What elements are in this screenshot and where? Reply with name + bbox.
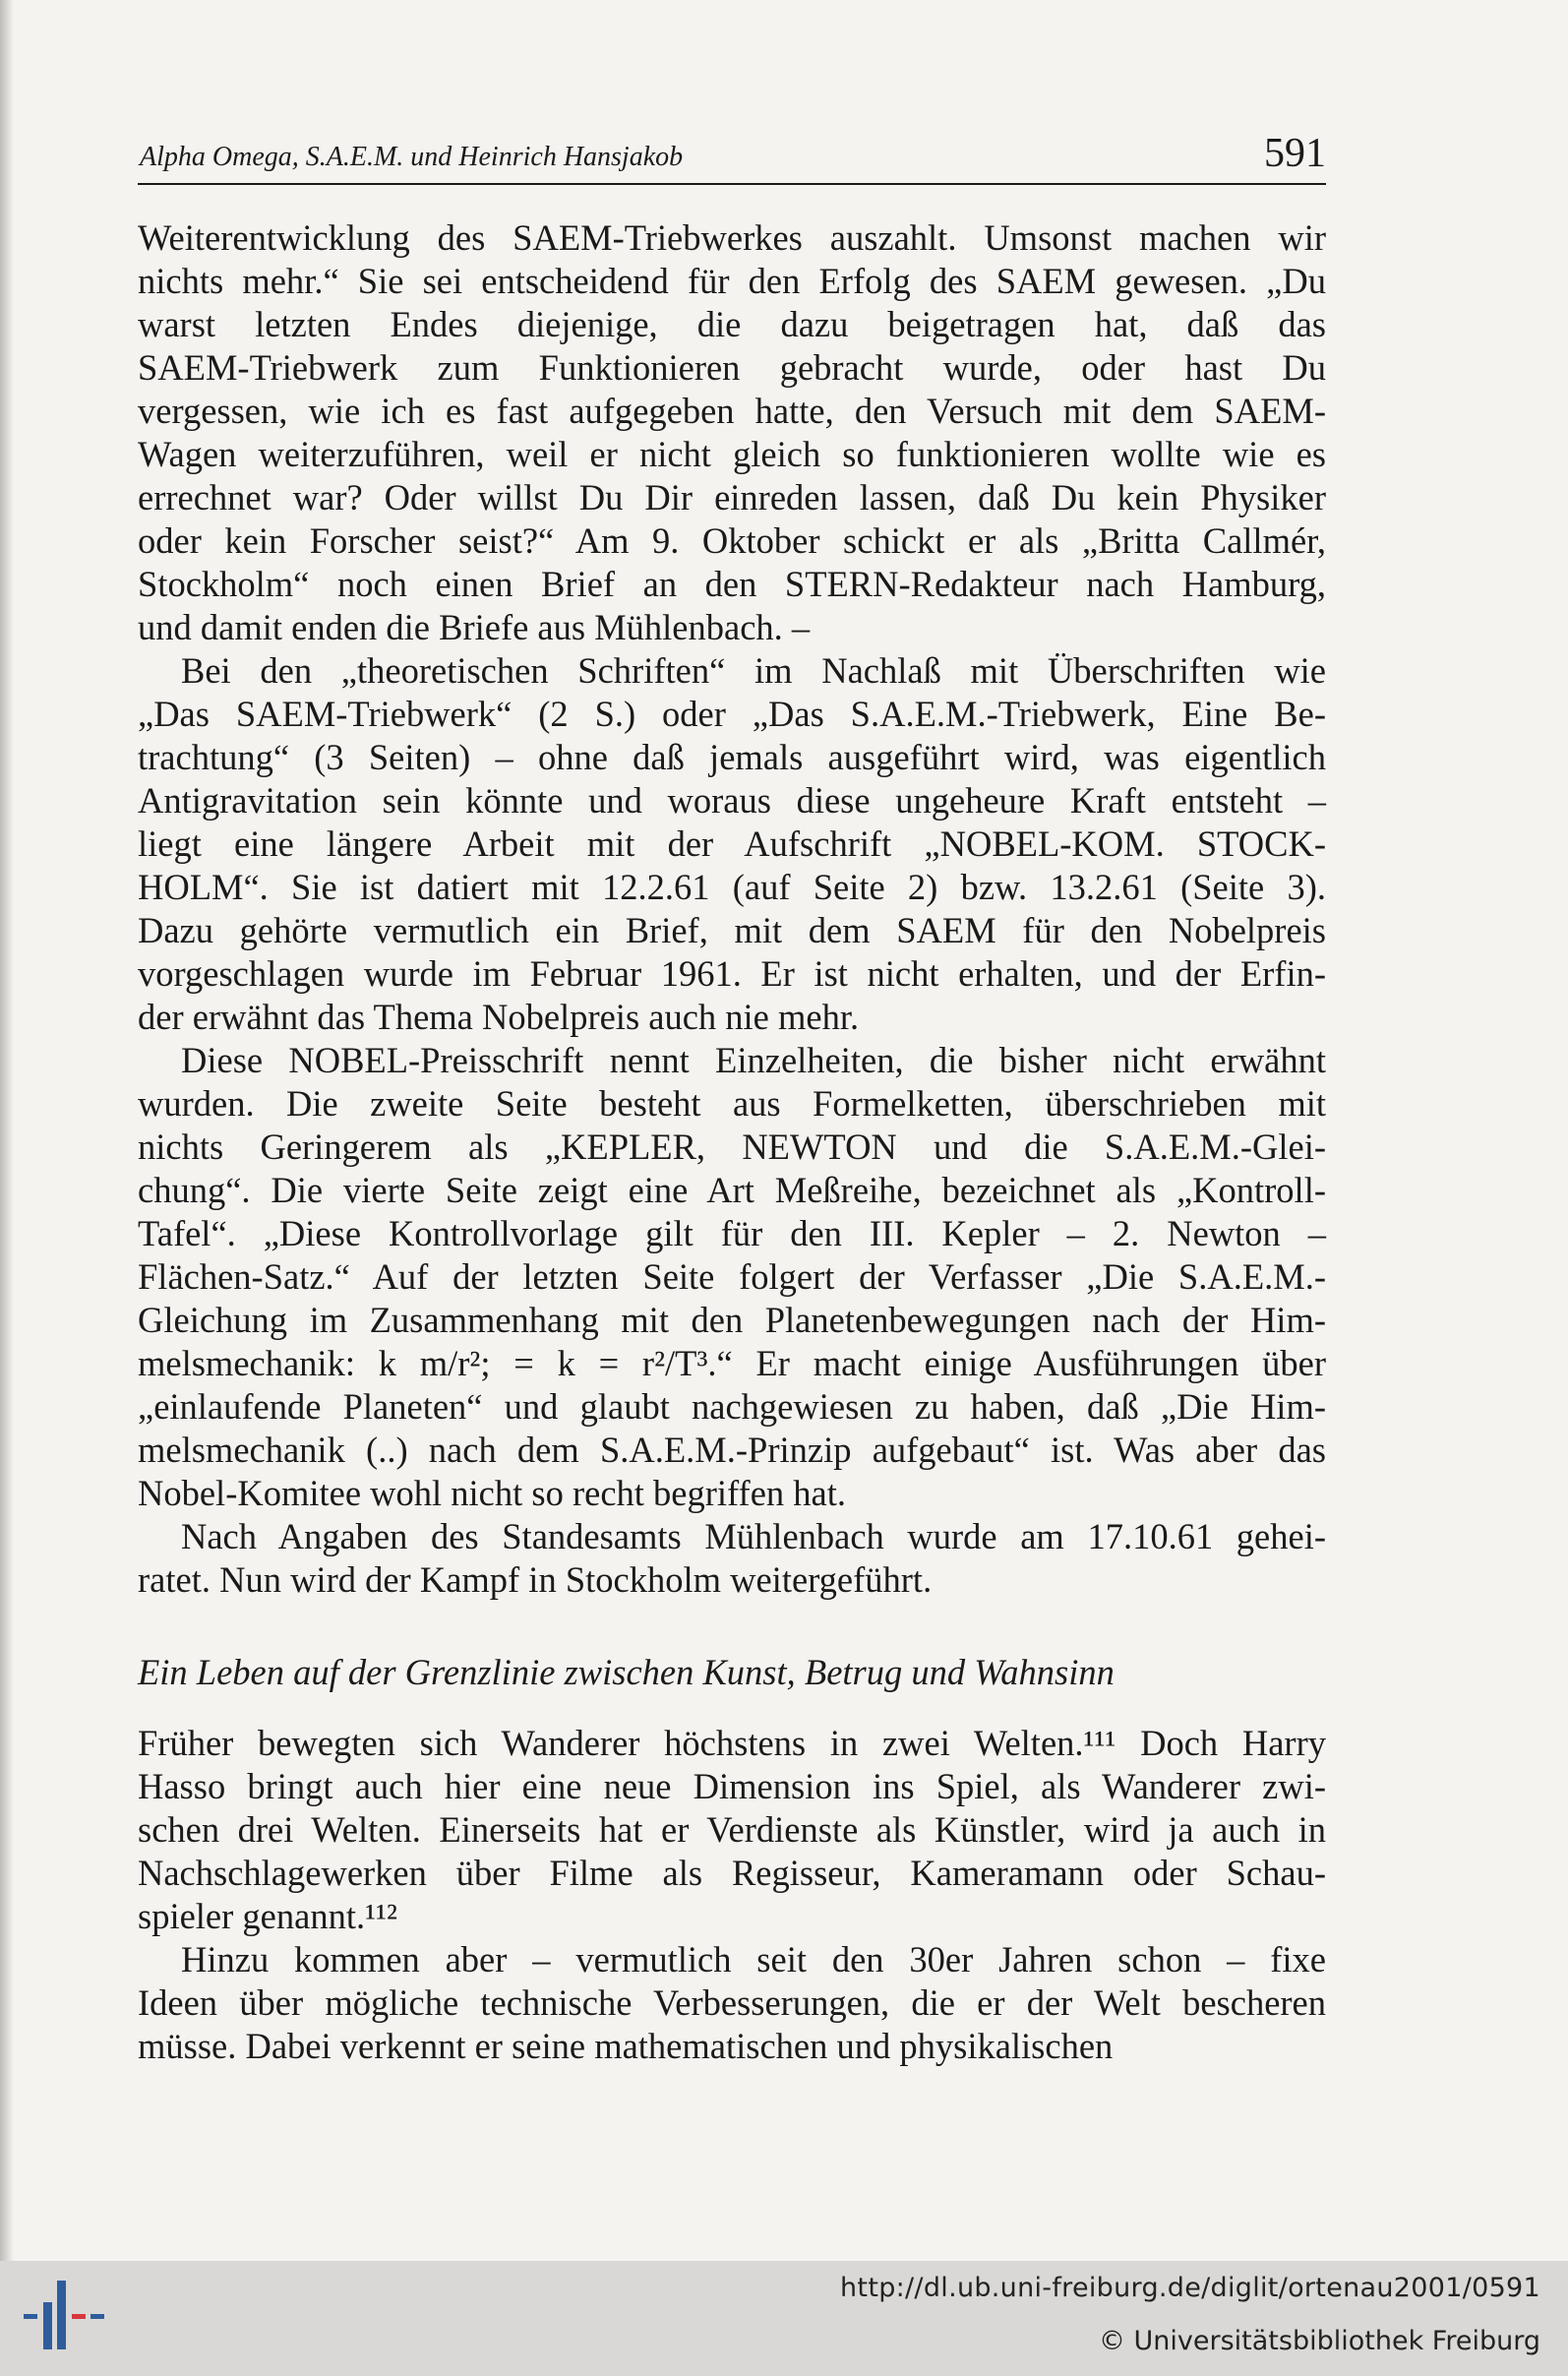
text-line: vergessen, wie ich es fast aufgegeben hatte, den Versuch mit dem SAEM- <box>138 391 1326 431</box>
running-head: Alpha Omega, S.A.E.M. und Heinrich Hansjakob <box>140 142 684 172</box>
text-line: vorgeschlagen wurde im Februar 1961. Er ist nicht erhalten, und der Erfin- <box>138 953 1326 994</box>
text-line: der erwähnt das Thema Nobelpreis auch nie mehr. <box>138 997 860 1037</box>
text-line: warst letzten Endes diejenige, die dazu beigetragen hat, daß das <box>138 304 1326 344</box>
body-text <box>138 216 1326 2068</box>
text-line: errechnet war? Oder willst Du Dir einreden lassen, daß Du kein Physiker <box>138 477 1326 518</box>
text-line: und damit enden die Briefe aus Mühlenbach. – <box>138 607 811 647</box>
text-line: Früher bewegten sich Wanderer höchstens in zwei Welten.¹¹¹ Doch Harry <box>138 1723 1326 1763</box>
text-line: Antigravitation sein könnte und woraus diese ungeheure Kraft entsteht – <box>138 780 1326 821</box>
text-line: Dazu gehörte vermutlich ein Brief, mit dem SAEM für den Nobelpreis <box>138 910 1326 950</box>
text-line: Nachschlagewerken über Filme als Regisseur, Kameramann oder Schau- <box>138 1853 1326 1893</box>
text-line: nichts Geringerem als „KEPLER, NEWTON und die S.A.E.M.-Glei- <box>138 1127 1326 1167</box>
text-line: müsse. Dabei verkennt er seine mathematischen und physikalischen <box>138 2026 1114 2066</box>
copyright-notice: © Universitätsbibliothek Freiburg <box>1098 2326 1540 2356</box>
text-line: oder kein Forscher seist?“ Am 9. Oktober schickt er als „Britta Callmér, <box>138 520 1326 561</box>
text-line: Wagen weiterzuführen, weil er nicht gleich so funktionieren wollte wie es <box>138 434 1326 474</box>
text-line: Hinzu kommen aber – vermutlich seit den 30er Jahren schon – fixe <box>181 1939 1326 1980</box>
text-line: spieler genannt.¹¹² <box>138 1896 397 1936</box>
text-line: Bei den „theoretischen Schriften“ im Nachlaß mit Überschriften wie <box>181 650 1326 691</box>
text-line: Nobel-Komitee wohl nicht so recht begriffen hat. <box>138 1473 846 1513</box>
text-line: Nach Angaben des Standesamts Mühlenbach wurde am 17.10.61 gehei- <box>181 1516 1326 1556</box>
text-line: „einlaufende Planeten“ und glaubt nachgewiesen zu haben, daß „Die Him- <box>138 1386 1326 1427</box>
text-line: schen drei Welten. Einerseits hat er Verdienste als Künstler, wird ja auch in <box>138 1809 1326 1850</box>
text-line: Tafel“. „Diese Kontrollvorlage gilt für den III. Kepler – 2. Newton – <box>138 1213 1326 1253</box>
text-line: Gleichung im Zusammenhang mit den Planetenbewegungen nach der Him- <box>138 1300 1326 1340</box>
page-number: 591 <box>1264 131 1326 176</box>
text-line: Weiterentwicklung des SAEM-Triebwerkes auszahlt. Umsonst machen wir <box>138 217 1326 258</box>
footer-bar <box>0 2261 1568 2376</box>
section-heading: Ein Leben auf der Grenzlinie zwischen Kunst, Betrug und Wahnsinn <box>138 1652 1115 1692</box>
text-line: Stockholm“ noch einen Brief an den STERN-Redakteur nach Hamburg, <box>138 564 1326 604</box>
text-line: nichts mehr.“ Sie sei entscheidend für den Erfolg des SAEM gewesen. „Du <box>138 261 1326 301</box>
text-line: Ideen über mögliche technische Verbesserungen, die er der Welt bescheren <box>138 1982 1326 2023</box>
source-url-link[interactable]: http://dl.ub.uni-freiburg.de/diglit/ortenau2001/0591 <box>840 2273 1540 2303</box>
text-line: ratet. Nun wird der Kampf in Stockholm weitergeführt. <box>138 1559 933 1600</box>
library-logo-icon <box>18 2281 106 2349</box>
text-line: melsmechanik (..) nach dem S.A.E.M.-Prinzip aufgebaut“ ist. Was aber das <box>138 1430 1326 1470</box>
text-line: Diese NOBEL-Preisschrift nennt Einzelheiten, die bisher nicht erwähnt <box>181 1040 1326 1080</box>
text-line: liegt eine längere Arbeit mit der Aufschrift „NOBEL-KOM. STOCK- <box>138 823 1326 864</box>
text-line: Flächen-Satz.“ Auf der letzten Seite folgert der Verfasser „Die S.A.E.M.- <box>138 1256 1326 1297</box>
text-line: „Das SAEM-Triebwerk“ (2 S.) oder „Das S.A.E.M.-Triebwerk, Eine Be- <box>138 694 1326 734</box>
text-line: melsmechanik: k m/r²; = k = r²/T³.“ Er macht einige Ausführungen über <box>138 1343 1326 1383</box>
text-line: Hasso bringt auch hier eine neue Dimension ins Spiel, als Wanderer zwi- <box>138 1766 1326 1806</box>
text-line: HOLM“. Sie ist datiert mit 12.2.61 (auf Seite 2) bzw. 13.2.61 (Seite 3). <box>138 867 1326 907</box>
page-header <box>138 131 1326 185</box>
text-line: SAEM-Triebwerk zum Funktionieren gebracht wurde, oder hast Du <box>138 347 1326 388</box>
text-line: wurden. Die zweite Seite besteht aus Formelketten, überschrieben mit <box>138 1083 1326 1124</box>
text-line: trachtung“ (3 Seiten) – ohne daß jemals ausgeführt wird, was eigentlich <box>138 737 1326 777</box>
text-line: chung“. Die vierte Seite zeigt eine Art Meßreihe, bezeichnet als „Kontroll- <box>138 1170 1326 1210</box>
